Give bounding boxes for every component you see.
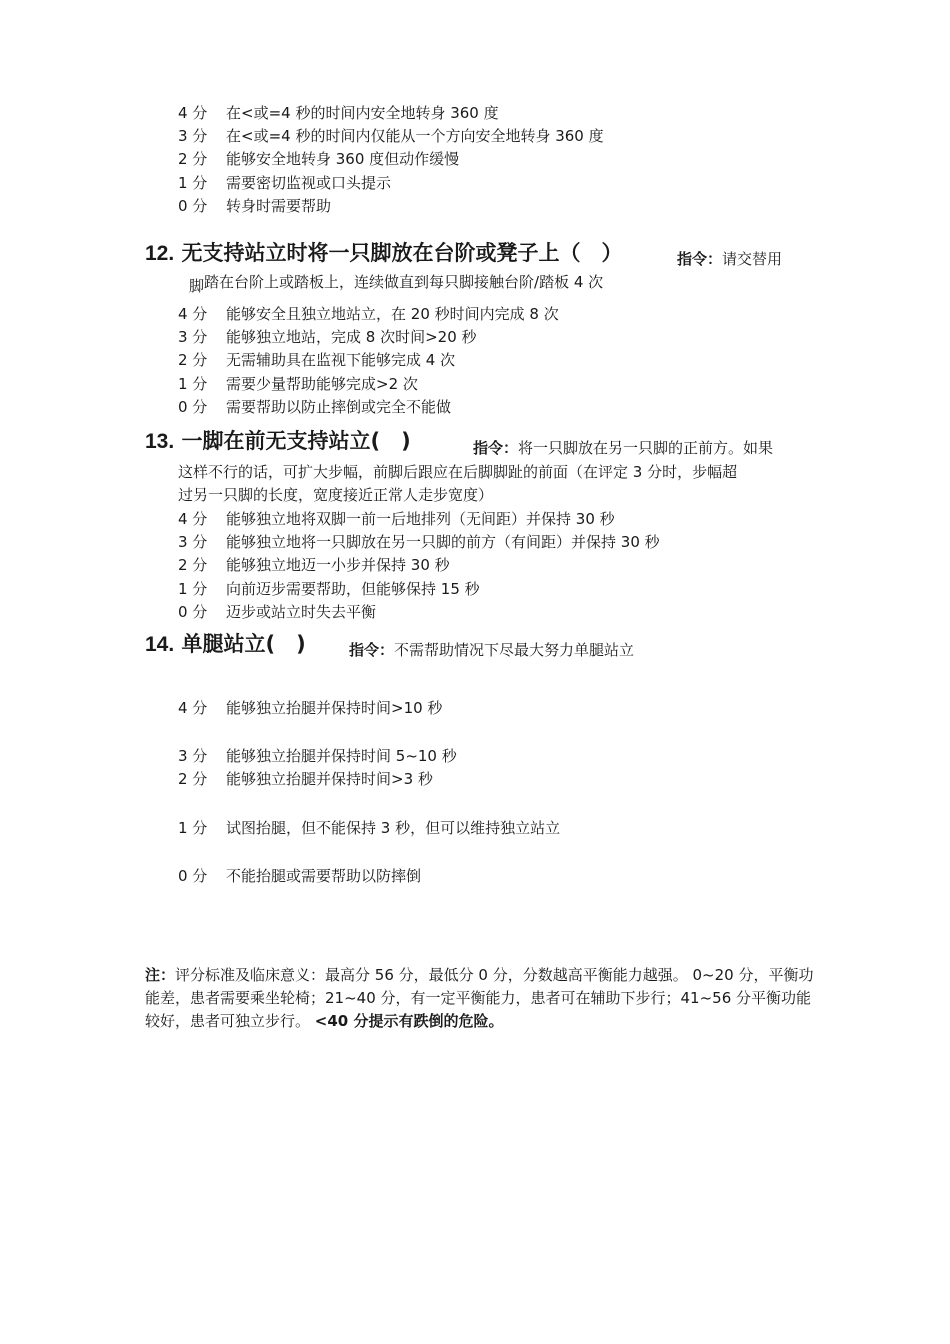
score: 2 分 (178, 770, 208, 788)
note-label: 注： (145, 966, 176, 984)
section13-instruction (473, 438, 773, 458)
section11-item-2 (178, 149, 459, 169)
section12-instruction-cont (189, 272, 604, 295)
note-text: 评分标准及临床意义：最高分 56 分，最低分 0 分，分数越高平衡能力越强。 0~20 分，平衡功能差，患者需要乘坐轮椅；21~40 分，有一定平衡能力，患者可在辅助下步行；41~56 分平衡功能较好，患者可独立步行。 (145, 966, 814, 1030)
section14-item-1 (178, 818, 560, 838)
criterion: 能够独立地将双脚一前一后地排列（无间距）并保持 30 秒 (226, 510, 615, 528)
criterion: 能够独立抬腿并保持时间>3 秒 (226, 770, 433, 788)
score: 3 分 (178, 127, 208, 145)
criterion: 能够独立抬腿并保持时间>10 秒 (226, 699, 443, 717)
section13-instruction-line2: 这样不行的话，可扩大步幅，前脚后跟应在后脚脚趾的前面（在评定 3 分时，步幅超 (178, 463, 738, 481)
section11-item-0 (178, 196, 331, 216)
instruction-cont-char: 脚 (189, 277, 205, 295)
instruction-label: 指令： (677, 250, 723, 268)
score: 1 分 (178, 819, 208, 837)
section14-heading (145, 631, 306, 658)
criterion: 试图抬腿，但不能保持 3 秒，但可以维持独立站立 (226, 819, 561, 837)
section12-item-3 (178, 327, 477, 347)
score: 0 分 (178, 197, 208, 215)
section13-item-1 (178, 579, 480, 599)
section11-item-1 (178, 173, 391, 193)
section12-number: 12. (145, 242, 175, 265)
criterion: 能够独立地将一只脚放在另一只脚的前方（有间距）并保持 30 秒 (226, 533, 660, 551)
section14-number: 14. (145, 633, 175, 656)
score: 3 分 (178, 747, 208, 765)
section12-title: 无支持站立时将一只脚放在台阶或凳子上（ ） (181, 241, 623, 265)
section13-item-4 (178, 509, 615, 529)
criterion: 在<或=4 秒的时间内仅能从一个方向安全地转身 360 度 (226, 127, 604, 145)
score: 2 分 (178, 150, 208, 168)
instruction-label: 指令： (473, 439, 519, 457)
section12-item-1 (178, 374, 418, 394)
criterion: 不能抬腿或需要帮助以防摔倒 (226, 867, 422, 885)
criterion: 需要少量帮助能够完成>2 次 (226, 375, 418, 393)
score: 4 分 (178, 104, 208, 122)
scoring-note (145, 964, 815, 1033)
section12-instruction (677, 249, 782, 269)
criterion: 向前迈步需要帮助，但能够保持 15 秒 (226, 580, 480, 598)
section14-title: 单腿站立( ) (181, 632, 306, 656)
section13-item-3 (178, 532, 660, 552)
score: 4 分 (178, 699, 208, 717)
score: 0 分 (178, 603, 208, 621)
section14-instruction (349, 640, 634, 660)
criterion: 能够独立地站，完成 8 次时间>20 秒 (226, 328, 477, 346)
section14-item-3 (178, 746, 457, 766)
criterion: 在<或=4 秒的时间内安全地转身 360 度 (226, 104, 499, 122)
score: 0 分 (178, 398, 208, 416)
section13-title: 一脚在前无支持站立( ) (181, 429, 411, 453)
criterion: 转身时需要帮助 (226, 197, 332, 215)
score: 1 分 (178, 174, 208, 192)
score: 3 分 (178, 533, 208, 551)
criterion: 迈步或站立时失去平衡 (226, 603, 377, 621)
instruction-text: 请交替用 (722, 250, 783, 268)
criterion: 能够安全地转身 360 度但动作缓慢 (226, 150, 460, 168)
criterion: 能够安全且独立地站立，在 20 秒时间内完成 8 次 (226, 305, 559, 323)
section12-heading (145, 240, 623, 267)
section13-number: 13. (145, 430, 175, 453)
score: 0 分 (178, 867, 208, 885)
criterion: 能够独立地迈一小步并保持 30 秒 (226, 556, 450, 574)
instruction-cont-text: 踏在台阶上或踏板上，连续做直到每只脚接触台阶/踏板 4 次 (204, 273, 604, 291)
instruction-text: 不需帮助情况下尽最大努力单腿站立 (394, 641, 635, 659)
criterion: 需要帮助以防止摔倒或完全不能做 (226, 398, 452, 416)
section11-item-4 (178, 103, 499, 123)
criterion: 无需辅助具在监视下能够完成 4 次 (226, 351, 456, 369)
instruction-text: 将一只脚放在另一只脚的正前方。如果 (518, 439, 774, 457)
score: 4 分 (178, 510, 208, 528)
section13-item-0 (178, 602, 376, 622)
instruction-label: 指令： (349, 641, 395, 659)
score: 2 分 (178, 556, 208, 574)
criterion: 需要密切监视或口头提示 (226, 174, 392, 192)
section13-item-2 (178, 555, 450, 575)
score: 3 分 (178, 328, 208, 346)
score: 1 分 (178, 580, 208, 598)
score: 2 分 (178, 351, 208, 369)
score: 1 分 (178, 375, 208, 393)
section12-item-0 (178, 397, 451, 417)
section12-item-2 (178, 350, 455, 370)
section11-item-3 (178, 126, 604, 146)
section14-item-4 (178, 698, 442, 718)
note-warning: <40 分提示有跌倒的危险。 (314, 1012, 504, 1030)
score: 4 分 (178, 305, 208, 323)
section13-instruction-line3: 过另一只脚的长度，宽度接近正常人走步宽度） (178, 486, 494, 504)
section12-item-4 (178, 304, 559, 324)
section14-item-2 (178, 769, 433, 789)
section13-heading (145, 428, 411, 455)
criterion: 能够独立抬腿并保持时间 5~10 秒 (226, 747, 457, 765)
section14-item-0 (178, 866, 421, 886)
